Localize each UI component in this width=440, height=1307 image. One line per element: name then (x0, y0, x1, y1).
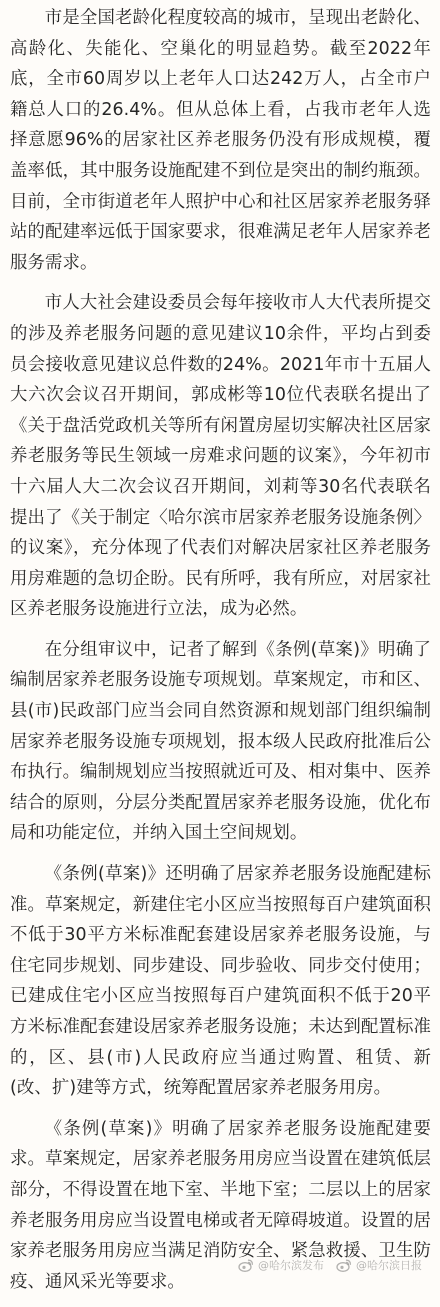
paragraph-deputy-proposals: 市人大社会建设委员会每年接收市人大代表所提交的涉及养老服务问题的意见建议10余件，平均占到委员会接收意见建议总件数的24%。2021年市十五届人大六次会议召开期间，郭成彬等10位代表联名提出了《关于盘活党政机关等所有闲置房屋切实解决社区居家养老服务等民生领域一房难求问题的议案》，今年初市十六届人大二次会议召开期间，刘莉等30名代表联名提出了《关于制定〈哈尔滨市居家养老服务设施条例〉的议案》，充分体现了代表们对解决居家社区养老服务用房难题的急切企盼。民有所呼，我有所应，对居家社区养老服务设施进行立法，成为必然。 (10, 293, 431, 620)
weibo-icon (336, 1258, 352, 1272)
watermark-bar (0, 1251, 440, 1273)
weibo-icon (238, 1258, 254, 1272)
paragraph-special-planning: 在分组审议中，记者了解到《条例(草案)》明确了编制居家养老服务设施专项规划。草案规定，市和区、县(市)民政部门应当会同自然资源和规划部门组织编制居家养老服务设施专项规划，报本级人民政府批准后公布执行。编制规划应当按照就近可及、相对集中、医养结合的原则，分层分类配置居家养老服务设施，优化布局和功能定位，并纳入国土空间规划。 (10, 639, 431, 844)
paragraph-construction-standard: 《条例(草案)》还明确了居家养老服务设施配建标准。草案规定，新建住宅小区应当按照每百户建筑面积不低于30平方米标准配套建设居家养老服务设施，与住宅同步规划、同步建设、同步验收、同步交付使用；已建成住宅小区应当按照每百户建筑面积不低于20平方米标准配套建设居家养老服务设施；未达到配置标准的，区、县(市)人民政府应当通过购置、租赁、新(改、扩)建等方式，统筹配置居家养老服务用房。 (10, 864, 431, 1099)
watermark-text: @哈尔滨发布 (258, 1259, 324, 1272)
watermark (336, 1257, 422, 1273)
watermark-text: @哈尔滨日报 (356, 1259, 422, 1272)
watermark (238, 1257, 324, 1273)
article-body (10, 3, 431, 1307)
paragraph-construction-requirements: 《条例(草案)》明确了居家养老服务设施配建要求。草案规定，居家养老服务用房应当设置在建筑低层部分，不得设置在地下室、半地下室；二层以上的居家养老服务用房应当设置电梯或者无障碍坡道。设置的居家养老服务用房应当满足消防安全、紧急救援、卫生防疫、通风采光等要求。 (10, 1118, 431, 1292)
paragraph-aging-trend: 市是全国老龄化程度较高的城市，呈现出老龄化、高龄化、失能化、空巢化的明显趋势。截至2022年底，全市60周岁以上老年人口达242万人，占全市户籍总人口的26.4%。但从总体上看，占我市老年人选择意愿96%的居家社区养老服务仍没有形成规模，覆盖率低，其中服务设施配建不到位是突出的制约瓶颈。目前，全市街道老年人照护中心和社区居家养老服务驿站的配建率远低于国家要求，很难满足老年人居家养老服务需求。 (10, 8, 431, 273)
